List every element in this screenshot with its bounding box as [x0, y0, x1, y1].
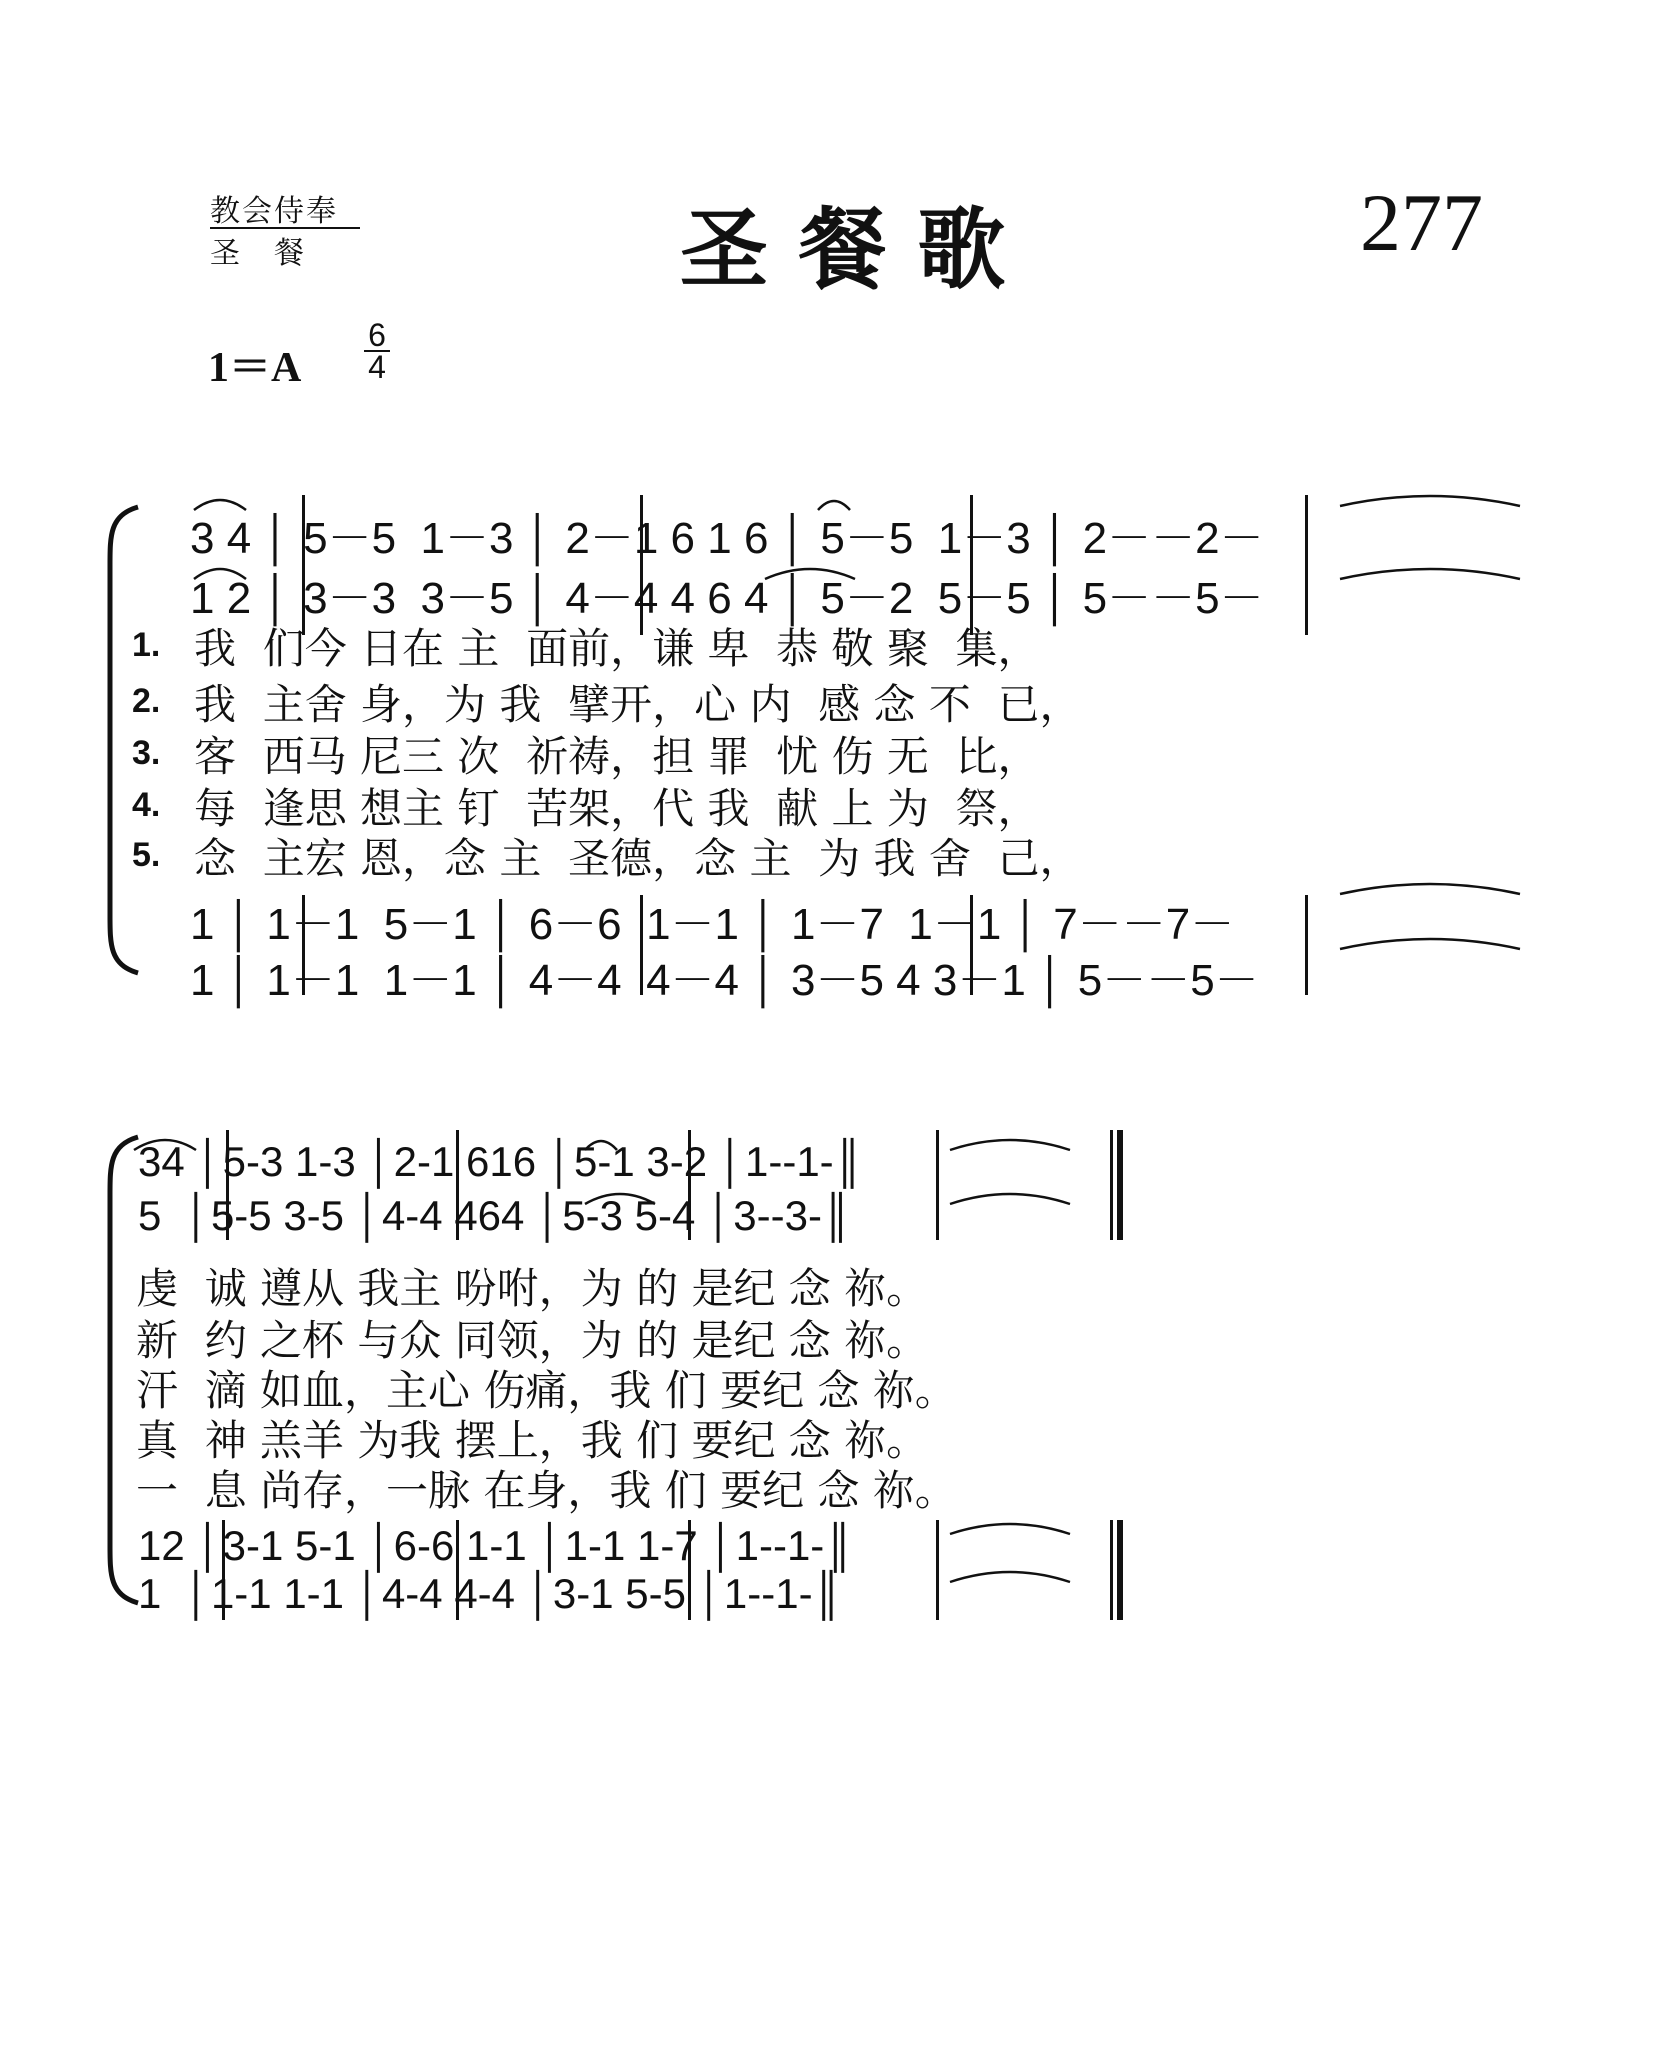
- system1-lyric-verse-4: 每 逢思 想主 钉 苦架，代 我 献 上 为 祭，: [194, 784, 1040, 833]
- hymn-number: 277: [1360, 177, 1483, 268]
- system2-soprano-notes: 34 │5-3 1-3 │2-1 616 │5-1 3-2 │1--1-║: [138, 1138, 864, 1185]
- system2-lyric-verse-2: 新 约 之杯 与众 同领，为 的 是纪 念 祢。: [136, 1316, 929, 1365]
- time-signature: [364, 317, 390, 385]
- system1-alto-notes: 1 2 │ 3－3 3－5 │ 4－4 4 6 4 │ 5－2 5－5 │ 5－－5－: [190, 574, 1264, 623]
- system2-lyric-verse-5: 一 息 尚存，一脉 在身，我 们 要纪 念 祢。: [136, 1466, 957, 1515]
- verse-number-4: 4.: [132, 786, 161, 824]
- system1-lyric-verse-3: 客 西马 尼三 次 祈祷，担 罪 忧 伤 无 比，: [194, 732, 1040, 781]
- verse-number-5: 5.: [132, 836, 161, 874]
- system1-bass-notes: 1 │ 1－1 1－1 │ 4－4 4－4 │ 3－5 4 3－1 │ 5－－5－: [190, 956, 1259, 1005]
- system1-soprano-notes: 3 4 │ 5－5 1－3 │ 2－1 6 1 6 │ 5－5 1－3 │ 2－－2－: [190, 514, 1264, 563]
- system2-tenor-notes: 12 │3-1 5-1 │6-6 1-1 │1-1 1-7 │1--1-║: [138, 1522, 855, 1569]
- time-signature-bottom: 4: [368, 349, 386, 385]
- system2-lyric-verse-1: 虔 诚 遵从 我主 吩咐，为 的 是纪 念 祢。: [136, 1264, 929, 1313]
- system1-lyric-verse-5: 念 主宏 恩，念 主 圣德，念 主 为 我 舍 己，: [194, 834, 1082, 883]
- system2-lyric-verse-4: 真 神 羔羊 为我 摆上，我 们 要纪 念 祢。: [136, 1416, 929, 1465]
- category-sub: 圣 餐: [210, 236, 306, 271]
- verse-number-1: 1.: [132, 626, 161, 664]
- system1-lyric-verse-1: 我 们今 日在 主 面前，谦 卑 恭 敬 聚 集，: [194, 624, 1040, 673]
- system2-lyric-verse-3: 汗 滴 如血，主心 伤痛，我 们 要纪 念 祢。: [136, 1366, 957, 1415]
- system1-tenor-notes: 1 │ 1－1 5－1 │ 6－6 1－1 │ 1－7 1－1 │ 7－－7－: [190, 900, 1235, 949]
- key-signature: 1＝A: [208, 345, 302, 391]
- verse-number-3: 3.: [132, 734, 161, 772]
- system2-bass-notes: 1 │1-1 1-1 │4-4 4-4 │3-1 5-5 │1--1-║: [138, 1570, 843, 1617]
- category-main: 教会侍奉: [210, 194, 338, 229]
- time-signature-top: 6: [368, 317, 386, 353]
- verse-number-2: 2.: [132, 682, 161, 720]
- hymn-title: 圣 餐 歌: [680, 197, 1006, 301]
- system1-lyric-verse-2: 我 主舍 身，为 我 擘开，心 内 感 念 不 已，: [194, 680, 1082, 729]
- system2-alto-notes: 5 │5-5 3-5 │4-4 464 │5-3 5-4 │3--3-║: [138, 1192, 852, 1239]
